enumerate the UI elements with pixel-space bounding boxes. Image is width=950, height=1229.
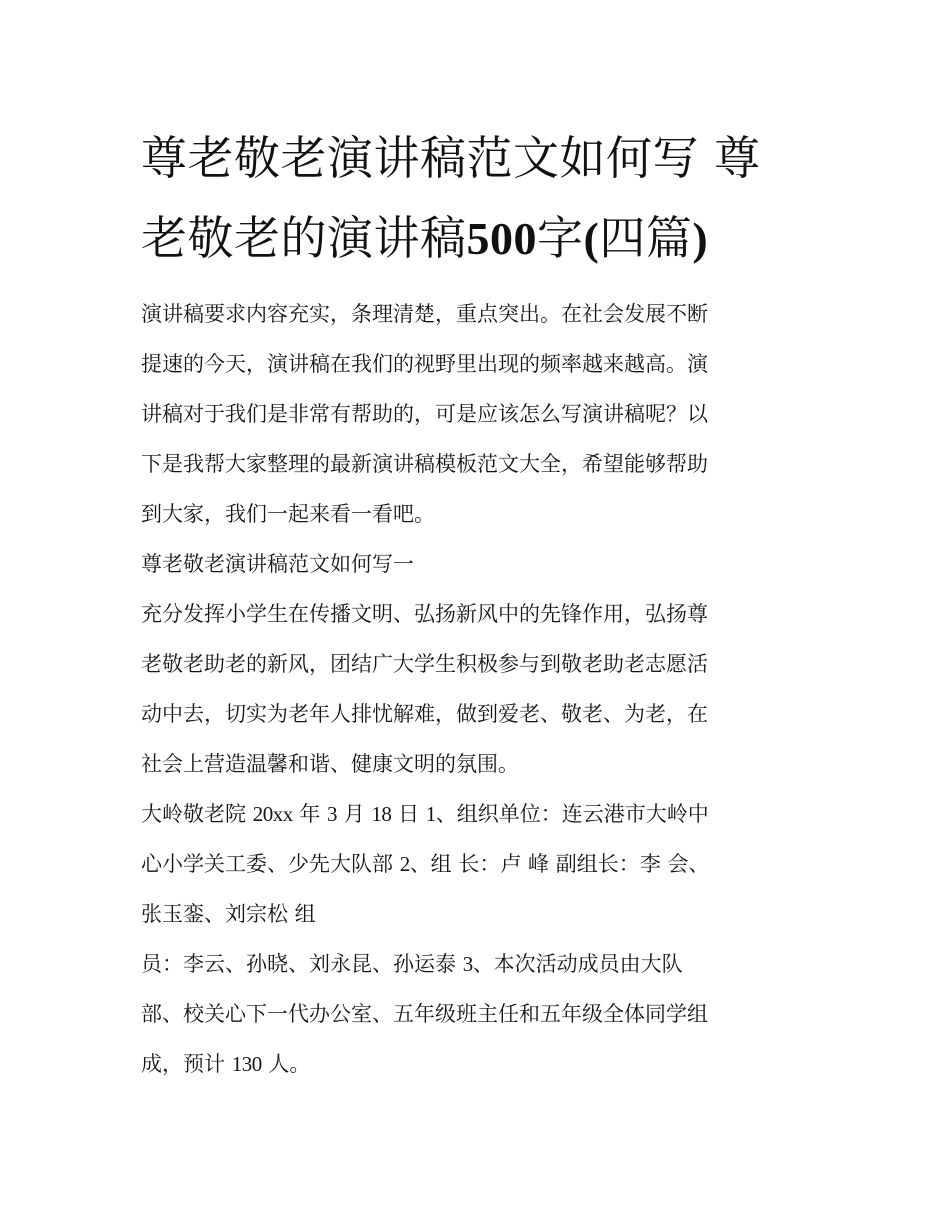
paragraph-line: 下是我帮大家整理的最新演讲稿模板范文大全，希望能够帮助 bbox=[141, 452, 708, 476]
paragraph-line: 动中去，切实为老年人排忧解难，做到爱老、敬老、为老，在 bbox=[141, 702, 708, 726]
paragraph-purpose bbox=[141, 589, 813, 789]
paragraph-line: 部、校关心下一代办公室、五年级班主任和五年级全体同学组 bbox=[141, 1002, 708, 1026]
section-heading-text: 尊老敬老演讲稿范文如何写一 bbox=[141, 552, 414, 576]
title-line-1: 尊老敬老演讲稿范文如何写 尊 bbox=[141, 131, 761, 185]
paragraph-line: 张玉銮、刘宗松 组 bbox=[141, 902, 316, 926]
section-heading bbox=[141, 539, 813, 589]
paragraph-organization bbox=[141, 789, 813, 939]
document-body bbox=[141, 289, 813, 1089]
title-line-2: 老敬老的演讲稿500字(四篇) bbox=[141, 211, 709, 265]
paragraph-line: 讲稿对于我们是非常有帮助的，可是应该怎么写演讲稿呢？以 bbox=[141, 402, 708, 426]
paragraph-line: 员：李云、孙晓、刘永昆、孙运泰 3、本次活动成员由大队 bbox=[141, 952, 683, 976]
paragraph-line: 充分发挥小学生在传播文明、弘扬新风中的先锋作用，弘扬尊 bbox=[141, 602, 708, 626]
paragraph-line: 到大家，我们一起来看一看吧。 bbox=[141, 502, 435, 526]
paragraph-line: 大岭敬老院 20xx 年 3 月 18 日 1、组织单位：连云港市大岭中 bbox=[141, 802, 709, 826]
paragraph-intro bbox=[141, 289, 813, 539]
paragraph-line: 老敬老助老的新风，团结广大学生积极参与到敬老助老志愿活 bbox=[141, 652, 708, 676]
document-title bbox=[141, 118, 813, 279]
paragraph-members bbox=[141, 939, 813, 1089]
document-content bbox=[141, 118, 813, 1089]
paragraph-line: 成，预计 130 人。 bbox=[141, 1052, 311, 1076]
paragraph-line: 心小学关工委、少先大队部 2、组 长：卢 峰 副组长：李 会、 bbox=[141, 852, 710, 876]
paragraph-line: 提速的今天，演讲稿在我们的视野里出现的频率越来越高。演 bbox=[141, 352, 708, 376]
paragraph-line: 社会上营造温馨和谐、健康文明的氛围。 bbox=[141, 752, 519, 776]
paragraph-line: 演讲稿要求内容充实，条理清楚，重点突出。在社会发展不断 bbox=[141, 302, 708, 326]
